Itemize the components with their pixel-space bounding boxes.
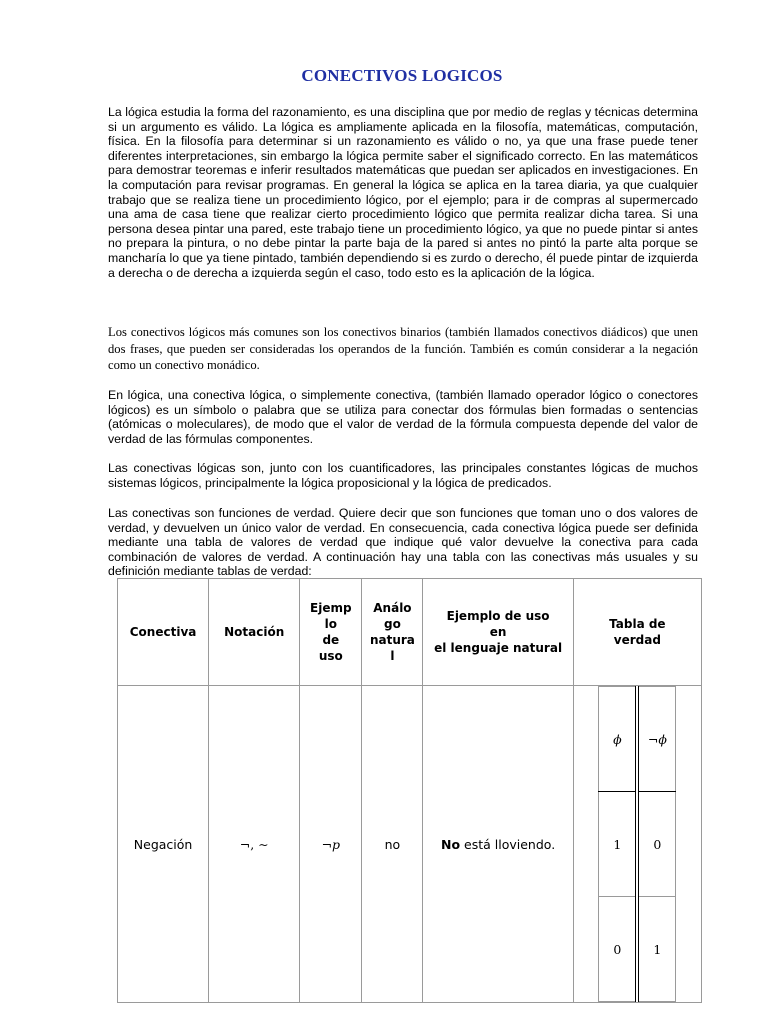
truth-header-phi: ϕ — [599, 687, 638, 792]
paragraph-definition: En lógica, una conectiva lógica, o simplemente conectiva, (también llamado operador lógico o conectores lógicos) es un símbolo o palabra que se utiliza para conectar dos fórmulas bien formadas o sentencias (atómicas o moleculares), de modo que el valor de verdad de la fórmula compuesta depende del valor de verdad de las fórmulas componentes. — [108, 388, 698, 446]
paragraph-truth-functions: Las conectivas son funciones de verdad. Quiere decir que son funciones que toman uno o dos valores de verdad, y devuelven un único valor de verdad. En consecuencia, cada conectiva lógica puede ser definida mediante una tabla de valores de verdad que indique qué valor devuelve la conectiva para cada combinación de valores de verdad. A continuación hay una tabla con las conectivas más usuales y su definición mediante tablas de verdad: — [108, 506, 698, 579]
header-tabla-verdad: Tabla de verdad — [573, 579, 701, 686]
truth-cell: 0 — [637, 792, 676, 897]
table-row — [118, 686, 702, 1003]
cell-notacion: ¬, ∼ — [209, 686, 300, 1003]
truth-header-not-phi: ¬ϕ — [637, 687, 676, 792]
truth-cell: 1 — [637, 897, 676, 1002]
header-analogo: Análo go natura l — [362, 579, 423, 686]
header-notacion: Notación — [209, 579, 300, 686]
truth-cell: 1 — [599, 792, 638, 897]
cell-truth-table — [573, 686, 701, 1003]
table-header-row — [118, 579, 702, 686]
header-ejemplo: Ejemp lo de uso — [300, 579, 362, 686]
cell-lenguaje-natural: No está lloviendo. — [423, 686, 573, 1003]
paragraph-binary-connectives: Los conectivos lógicos más comunes son los conectivos binarios (también llamados conectivos diádicos) que unen dos frases, que pueden ser consideradas los operandos de la función. También es común considerar a la negación como un conectivo monádico. — [108, 325, 698, 373]
cell-ejemplo: ¬p — [300, 686, 362, 1003]
header-lenguaje-natural: Ejemplo de uso en el lenguaje natural — [423, 579, 573, 686]
paragraph-intro: La lógica estudia la forma del razonamiento, es una disciplina que por medio de reglas y técnicas determina si un argumento es válido. La lógica es ampliamente aplicada en la filosofía, matemáticas, computación, física. En la filosofía para determinar si un razonamiento es válido o no, ya que una frase puede tener diferentes interpretaciones, sin embargo la lógica permite saber el significado correcto. En las matemáticos para demostrar teoremas e inferir resultados matemáticas que puedan ser aplicados en investigaciones. En la computación para revisar programas. En general la lógica se aplica en la tarea diaria, ya que cualquier trabajo que se realiza tiene un procedimiento lógico, por el ejemplo; para ir de compras al supermercado una ama de casa tiene que realizar cierto procedimiento lógico que permita realizar dicha tarea. Si una persona desea pintar una pared, este trabajo tiene un procedimiento lógico, ya que no puede pintar si antes no prepara la pintura, o no debe pintar la parte baja de la pared si antes no pintó la parte alta porque se mancharía lo que ya tiene pintado, también dependiendo si es zurdo o derecho, él puede pintar de izquierda a derecha o de derecha a izquierda según el caso, todo esto es la aplicación de la lógica. — [108, 105, 698, 280]
truth-table — [598, 686, 676, 1002]
header-conectiva: Conectiva — [118, 579, 209, 686]
cell-analogo: no — [362, 686, 423, 1003]
connectives-table — [117, 578, 702, 1003]
cell-conectiva: Negación — [118, 686, 209, 1003]
paragraph-constants: Las conectivas lógicas son, junto con los cuantificadores, las principales constantes lógicas de muchos sistemas lógicos, principalmente la lógica proposicional y la lógica de predicados. — [108, 461, 698, 490]
document-title: CONECTIVOS LOGICOS — [301, 66, 503, 85]
truth-cell: 0 — [599, 897, 638, 1002]
